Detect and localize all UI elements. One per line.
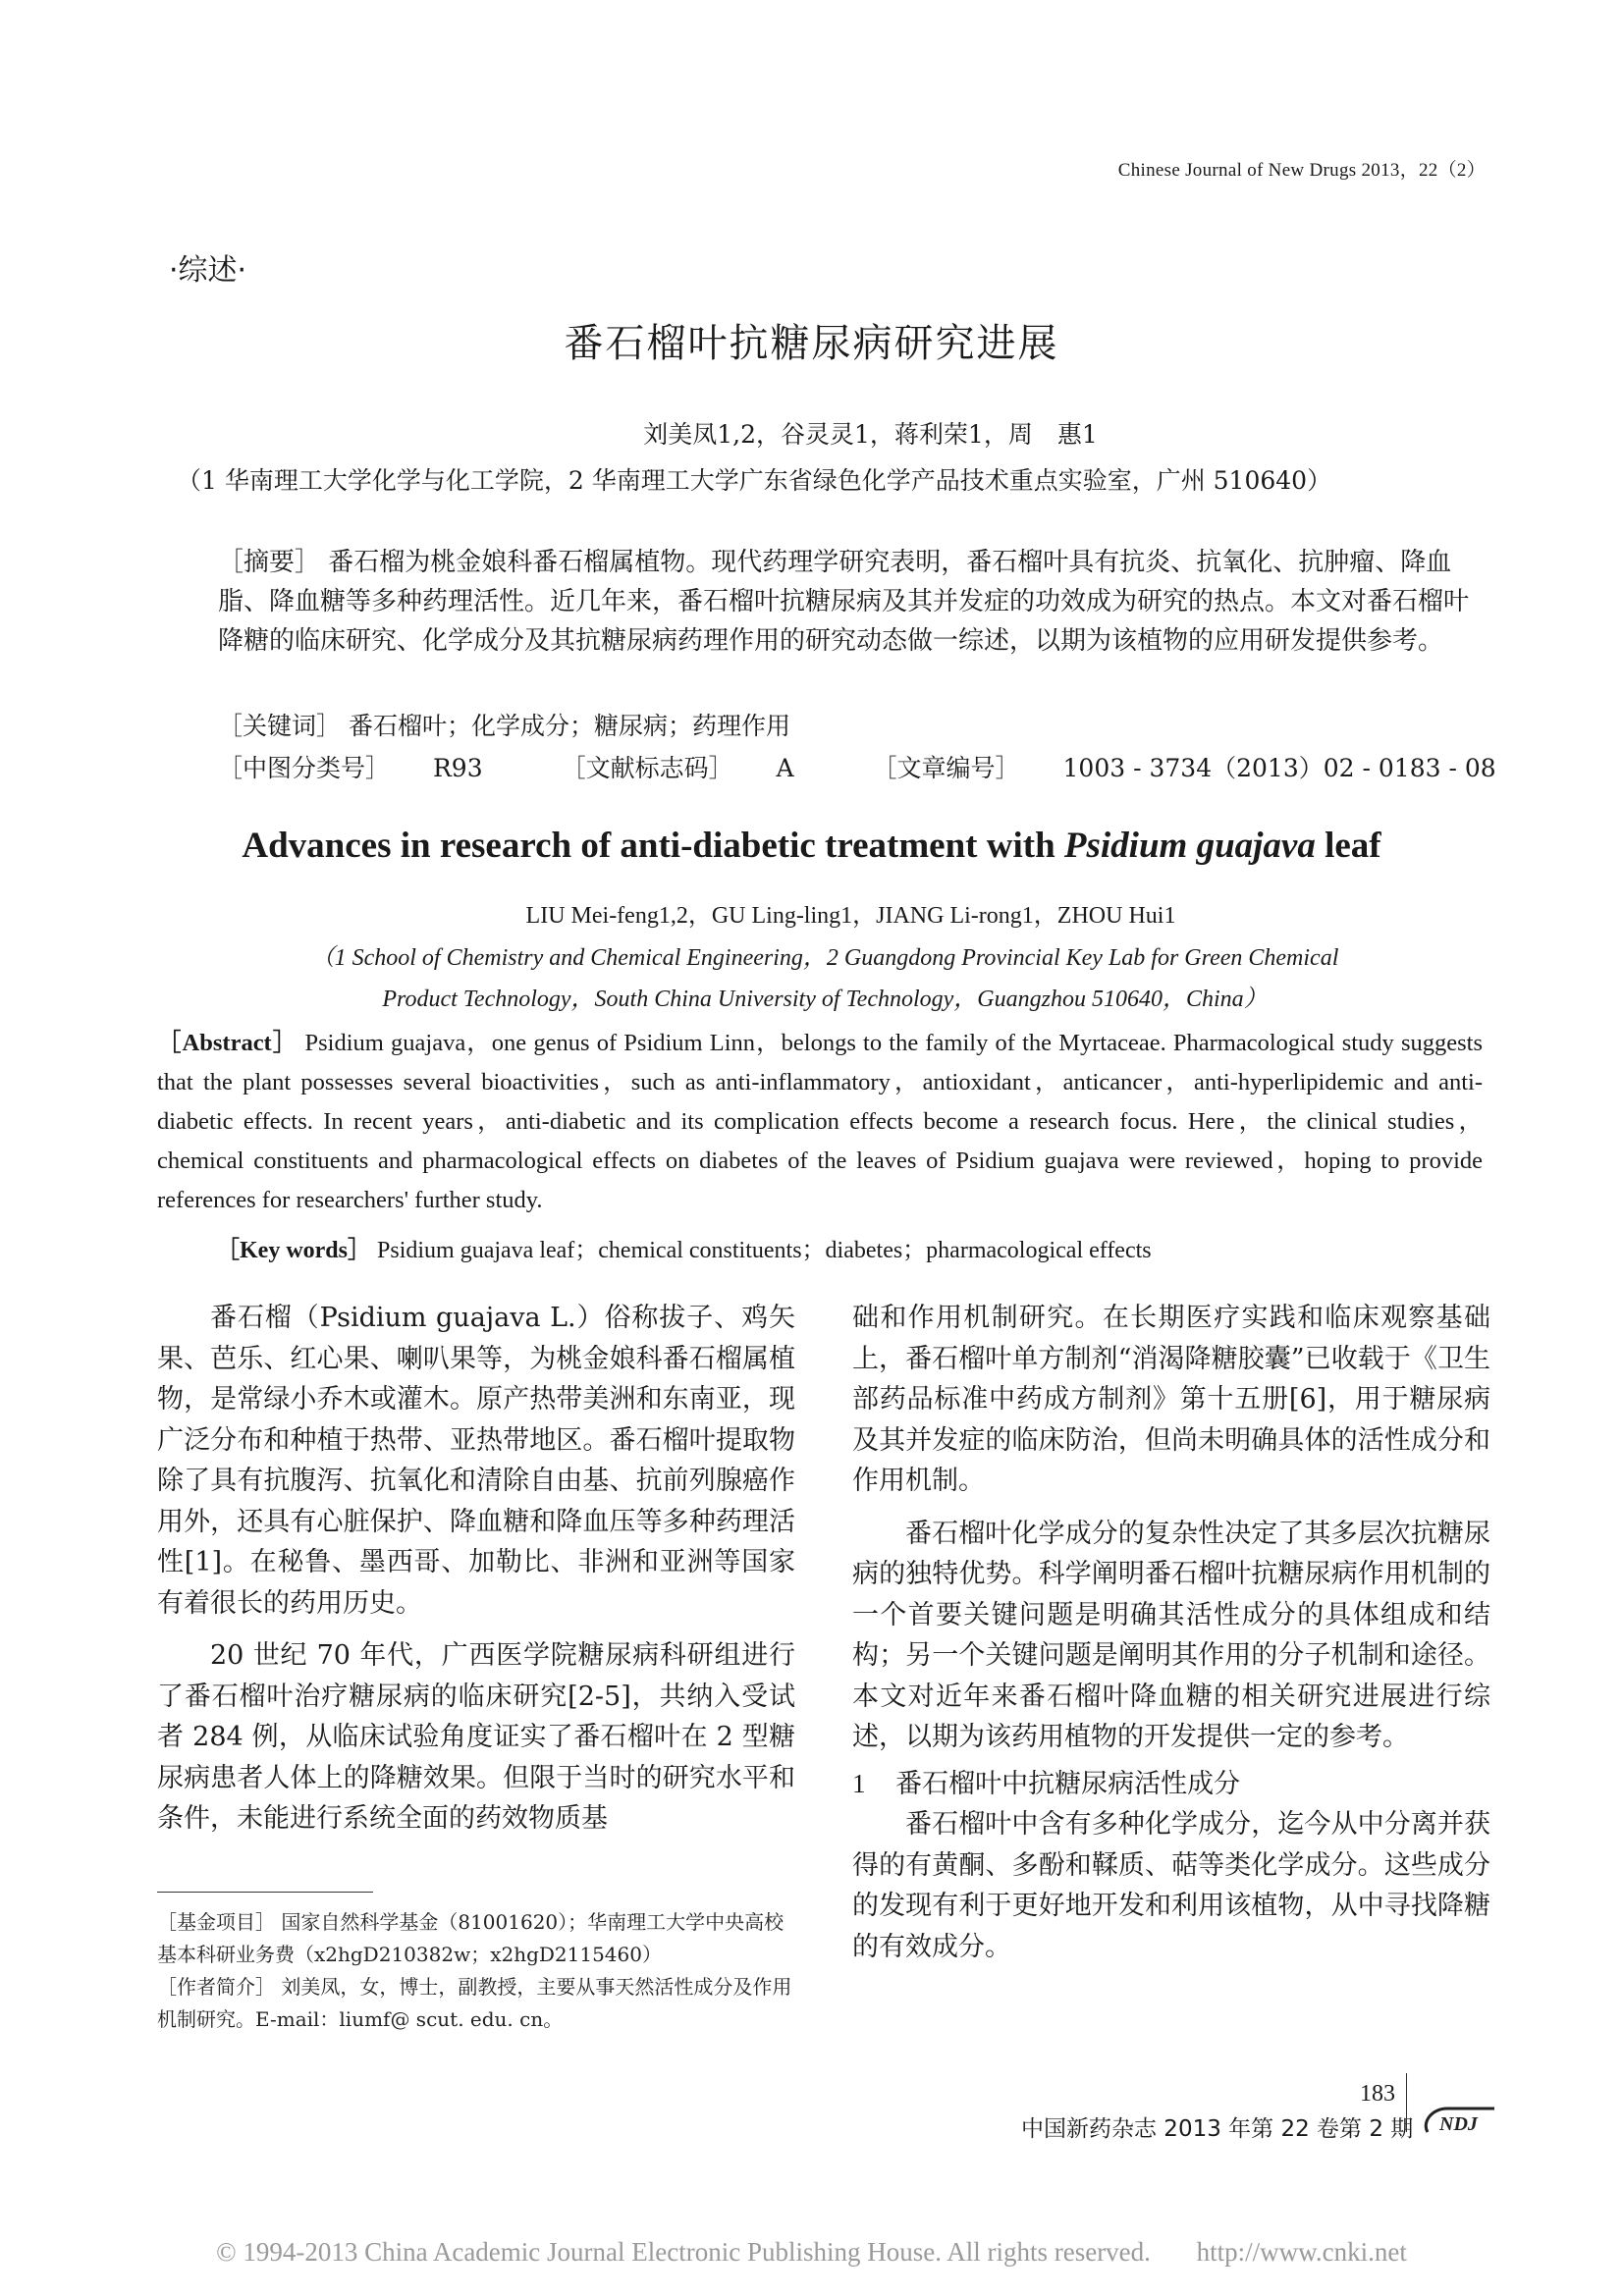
chinese-abstract	[218, 543, 1485, 661]
body-paragraph: 20 世纪 70 年代，广西医学院糖尿病科研组进行了番石榴叶治疗糖尿病的临床研究[2-5]，共纳入受试者 284 例，从临床试验角度证实了番石榴叶在 2 型糖尿病患者人体上的降糖效果。但限于当时的研究水平和条件，未能进行系统全面的药效物质基	[157, 1640, 795, 1834]
body-left-column	[157, 1298, 795, 1840]
footnote-divider	[157, 1892, 373, 1893]
english-title-prefix: Advances in research of anti-diabetic treatment with	[242, 826, 1064, 866]
clc-value: R93	[432, 754, 483, 782]
english-keywords	[216, 1230, 1152, 1264]
section-heading	[852, 1764, 1490, 1805]
journal-logo-text: NDJ	[1439, 2113, 1478, 2135]
english-keywords-text: Psidium guajava leaf；chemical constituents；diabetes；pharmacological effects	[377, 1238, 1152, 1263]
body-paragraph: 番石榴叶中含有多种化学成分，迄今从中分离并获得的有黄酮、多酚和鞣质、萜等类化学成分。这些成分的发现有利于更好地开发和利用该植物，从中寻找降糖的有效成分。	[852, 1809, 1490, 1962]
cnki-copyright-bar	[0, 2237, 1623, 2268]
doc-code-value: A	[776, 754, 794, 782]
body-paragraph: 础和作用机制研究。在长期医疗实践和临床观察基础上，番石榴叶单方制剂“消渴降糖胶囊”已收载于《卫生部药品标准中药成方制剂》第十五册[6]，用于糖尿病及其并发症的临床防治，但尚未明确具体的活性成分和作用机制。	[852, 1303, 1490, 1496]
chinese-keywords	[218, 707, 790, 742]
chinese-keywords-tag: ［关键词］	[218, 712, 342, 740]
chinese-keywords-text: 番石榴叶；化学成分；糖尿病；药理作用	[348, 712, 790, 740]
chinese-affiliation: （1 华南理工大学化学与化工学院，2 华南理工大学广东省绿色化学产品技术重点实验室，广州 510640）	[177, 466, 1332, 495]
cnki-url[interactable]: http://www.cnki.net	[1196, 2237, 1407, 2267]
journal-logo	[1422, 2103, 1500, 2138]
chinese-authors: 刘美凤1,2，谷灵灵1，蒋利荣1，周 惠1	[643, 420, 1098, 449]
fund-tag: ［基金项目］	[157, 1910, 275, 1934]
footnotes	[157, 1906, 795, 2036]
author-text: 刘美凤，女，博士，副教授，主要从事天然活性成分及作用机制研究。E-mail：liumf@ scut. edu. cn。	[157, 1975, 792, 2031]
english-abstract	[157, 1024, 1483, 1220]
section-title: 番石榴叶中抗糖尿病活性成分	[895, 1768, 1241, 1799]
chinese-abstract-tag: ［摘要］	[218, 548, 321, 577]
body-paragraph: 番石榴（Psidium guajava L.）俗称拔子、鸡矢果、芭乐、红心果、喇叭果等，为桃金娘科番石榴属植物，是常绿小乔木或灌木。原产热带美洲和东南亚，现广泛分布和种植于热带、亚热带地区。番石榴叶提取物除了具有抗腹泻、抗氧化和清除自由基、抗前列腺癌作用外，还具有心脏保护、降血糖和降血压等多种药理活性[1]。在秘鲁、墨西哥、加勒比、非洲和亚洲等国家有着很长的药用历史。	[157, 1303, 795, 1619]
body-paragraph: 番石榴叶化学成分的复杂性决定了其多层次抗糖尿病的独特优势。科学阐明番石榴叶抗糖尿病作用机制的一个首要关键问题是明确其活性成分的具体组成和结构；另一个关键问题是阐明其作用的分子机制和途径。本文对近年来番石榴叶降血糖的相关研究进展进行综述，以期为该药用植物的开发提供一定的参考。	[852, 1518, 1490, 1752]
english-title-suffix: leaf	[1315, 826, 1381, 866]
cnki-copyright: © 1994-2013 China Academic Journal Electronic Publishing House. All rights reserved.	[216, 2237, 1151, 2267]
english-title	[0, 825, 1623, 867]
chinese-classification-line	[218, 749, 1494, 784]
section-number: 1	[852, 1768, 866, 1798]
fund-footnote	[157, 1906, 795, 1971]
english-authors: LIU Mei-feng1,2，GU Ling-ling1，JIANG Li-rong1，ZHOU Hui1	[525, 903, 1176, 929]
author-tag: ［作者简介］	[157, 1975, 275, 1999]
journal-header: Chinese Journal of New Drugs 2013，22（2）	[1117, 160, 1486, 181]
english-affiliation-line-1: （1 School of Chemistry and Chemical Engineering，2 Guangdong Provincial Key Lab for Green Chemical	[310, 945, 1339, 971]
chinese-abstract-text: 番石榴为桃金娘科番石榴属植物。现代药理学研究表明，番石榴叶具有抗炎、抗氧化、抗肿瘤、降血脂、降血糖等多种药理活性。近几年来，番石榴叶抗糖尿病及其并发症的功效成为研究的热点。本文对番石榴叶降糖的临床研究、化学成分及其抗糖尿病药理作用的研究动态做一综述，以期为该植物的应用研发提供参考。	[218, 548, 1470, 656]
footer-journal-issue: 中国新药杂志 2013 年第 22 卷第 2 期	[1021, 2116, 1414, 2142]
english-abstract-text: Psidium guajava，one genus of Psidium Linn，belongs to the family of the Myrtaceae. Pharmacological study suggests that the plant possesses several bioactivities，such as anti-inflammatory，antioxidant，anticancer，anti-hyperlipidemic and anti-diabetic effects. In recent years，anti-diabetic and its complication effects become a research focus. Here，the clinical studies，chemical constituents and pharmacological effects on diabetes of the leaves of Psidium guajava were reviewed，hoping to provide references for researchers' further study.	[157, 1030, 1484, 1213]
footer-divider	[1406, 2073, 1407, 2132]
fund-text: 国家自然科学基金（81001620）；华南理工大学中央高校基本科研业务费（x2hgD210382w；x2hgD2115460）	[157, 1910, 784, 1966]
english-title-italic: Psidium guajava	[1063, 826, 1316, 866]
english-affiliation-line-2: Product Technology，South China University of Technology，Guangzhou 510640，China）	[382, 987, 1268, 1012]
english-abstract-tag: ［Abstract］	[157, 1030, 298, 1056]
body-right-column	[852, 1298, 1490, 1967]
english-affiliation	[216, 937, 1434, 1020]
page-number: 183	[1360, 2081, 1395, 2107]
article-no-tag: ［文章编号］	[872, 754, 1020, 782]
chinese-title: 番石榴叶抗糖尿病研究进展	[564, 321, 1059, 366]
doc-code-tag: ［文献标志码］	[561, 754, 733, 782]
article-no-value: 1003 - 3734（2013）02 - 0183 - 08	[1062, 754, 1496, 782]
author-footnote	[157, 1971, 795, 2036]
clc-tag: ［中图分类号］	[218, 754, 391, 782]
section-label: ·综述·	[169, 253, 247, 288]
english-keywords-tag: ［Key words］	[216, 1238, 371, 1263]
